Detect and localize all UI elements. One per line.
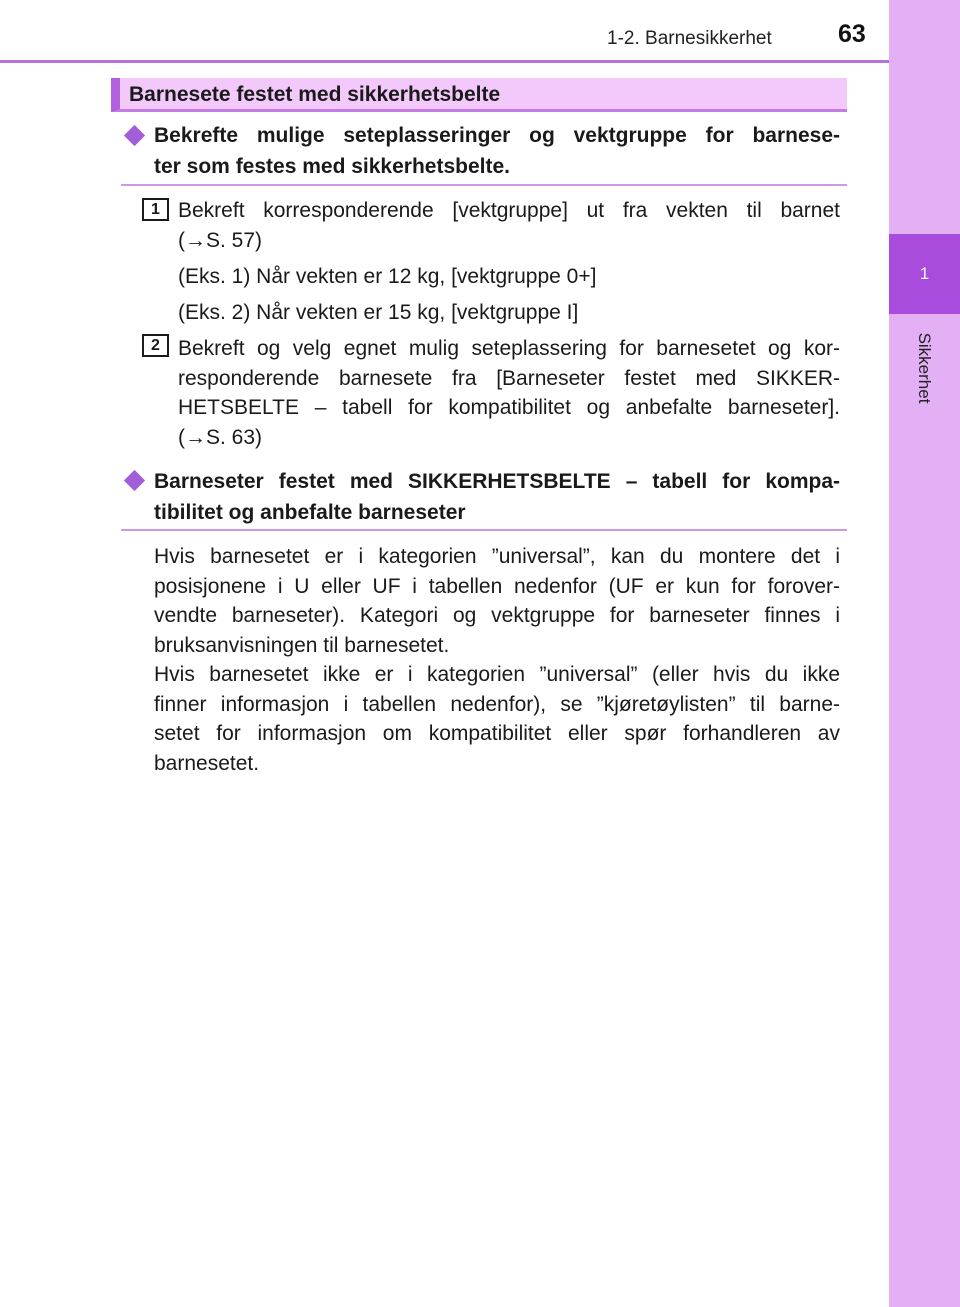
header-divider [0,60,889,63]
chapter-number-tab[interactable] [889,234,960,314]
section-reference: 1-2. Barnesikkerhet [607,28,772,49]
step-line: (Eks. 1) Når vekten er 12 kg, [vektgruppe 0+] [178,265,597,288]
heading-line: Barneseter festet med SIKKERHETSBELTE – tabell for kompa- [154,470,840,493]
step-line: (Eks. 2) Når vekten er 15 kg, [vektgruppe I] [178,301,579,324]
paragraph-line: Hvis barnesetet er i kategorien ”universal”, kan du montere det i [154,545,840,568]
heading-line: tibilitet og anbefalte barneseter [154,501,466,524]
paragraph-line: barnesetet. [154,751,260,775]
heading-line: Bekrefte mulige seteplasseringer og vektgruppe for barnese- [154,124,840,147]
step-number-badge: 1 [142,198,169,221]
chapter-side-tab [889,0,960,1307]
chapter-title: Sikkerhet [915,332,934,404]
step-line: responderende barnesete fra [Barneseter festet med SIKKER- [178,366,840,390]
step-line: Bekreft korresponderende [vektgruppe] ut fra vekten til barnet [178,199,840,222]
step-line: Bekreft og velg egnet mulig seteplassering for barnesetet og kor- [178,337,840,360]
section-title: Barnesete festet med sikkerhetsbelte [129,83,501,106]
step-line: (→S. 57) [178,229,263,252]
diamond-bullet-icon [124,470,145,491]
subsection-divider [121,529,847,531]
subsection-heading-seat-positions [154,120,840,182]
paragraph-line: Hvis barnesetet ikke er i kategorien ”universal” (eller hvis du ikke [154,663,840,686]
diamond-bullet-icon [124,125,145,146]
step-2-text [178,334,840,452]
section-title-bar [111,78,847,112]
heading-line: ter som festes med sikkerhetsbelte. [154,155,510,178]
compatibility-paragraph [154,542,840,778]
subsection-heading-compatibility-table [154,466,840,528]
chapter-number: 1 [919,264,930,283]
step-line: HETSBELTE – tabell for kompatibilitet og anbefalte barneseter]. [178,396,840,419]
paragraph-line: setet for informasjon om kompatibilitet eller spør forhandleren av [154,722,840,745]
page-number: 63 [838,20,866,48]
paragraph-line: bruksanvisningen til barnesetet. [154,633,450,657]
step-number-badge: 2 [142,334,169,357]
paragraph-line: posisjonene i U eller UF i tabellen nedenfor (UF er kun for forover- [154,574,840,598]
step-line: (→S. 63) [178,425,263,449]
subsection-divider [121,184,847,186]
paragraph-line: vendte barneseter). Kategori og vektgruppe for barneseter finnes i [154,604,840,627]
step-1-text [178,196,840,334]
paragraph-line: finner informasjon i tabellen nedenfor), se ”kjøretøylisten” til barne- [154,692,840,716]
